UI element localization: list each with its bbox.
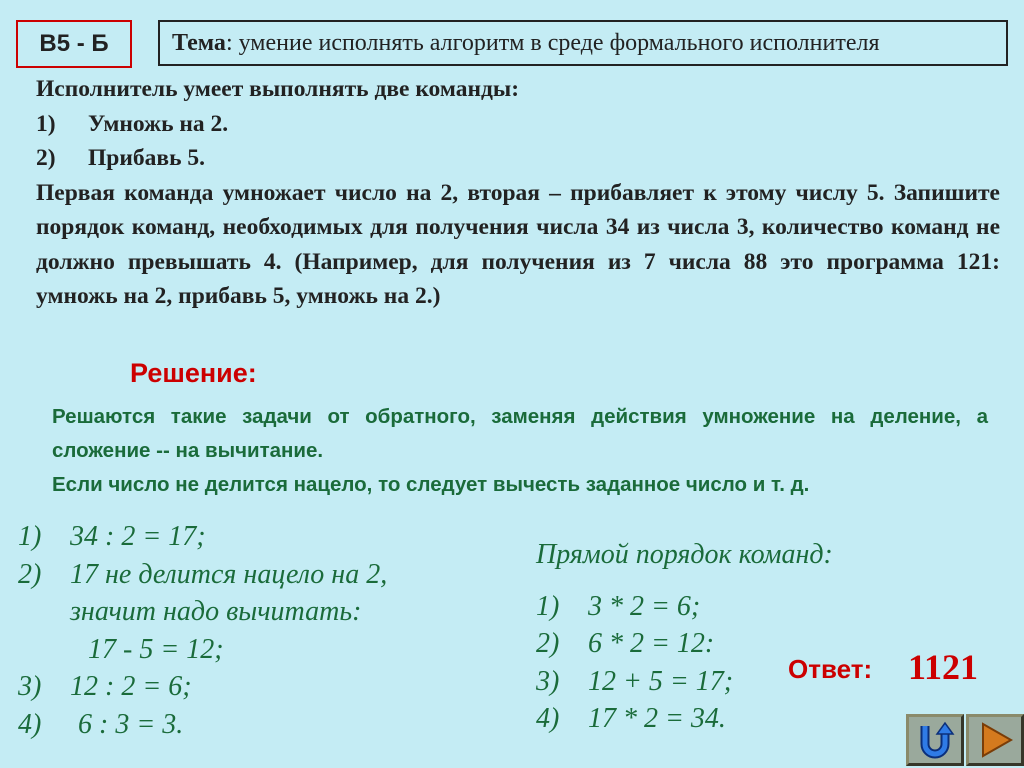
reverse-steps-list bbox=[18, 518, 508, 743]
command-item bbox=[36, 141, 1000, 176]
topic-label: Тема bbox=[172, 29, 226, 56]
step-text: 17 * 2 = 34. bbox=[588, 703, 726, 734]
step-item bbox=[536, 588, 916, 626]
step-item bbox=[18, 668, 508, 706]
step-text: 6 * 2 = 12: bbox=[588, 628, 715, 659]
topic-text: : умение исполнять алгоритм в среде формального исполнителя bbox=[225, 29, 880, 56]
step-number: 3) bbox=[536, 665, 560, 697]
u-turn-icon bbox=[915, 720, 955, 760]
step-item bbox=[18, 631, 508, 669]
problem-statement bbox=[36, 72, 1000, 314]
step-number: 3) bbox=[18, 671, 42, 702]
problem-intro: Исполнитель умеет выполнять две команды: bbox=[36, 76, 520, 102]
step-number: 1) bbox=[18, 521, 42, 552]
command-number: 1) bbox=[36, 110, 56, 137]
step-text: 3 * 2 = 6; bbox=[588, 590, 701, 622]
step-text: 6 : 3 = 3. bbox=[78, 708, 184, 740]
direct-order-title: Прямой порядок команд: bbox=[536, 539, 833, 570]
command-item bbox=[36, 107, 1000, 142]
step-text: 12 + 5 = 17; bbox=[588, 665, 734, 697]
answer-value: 1121 bbox=[908, 647, 979, 687]
slide-badge: В5 - Б bbox=[16, 20, 132, 68]
method-line: Решаются такие задачи от обратного, заменяя действия умножение на деление, а сложение -- на вычитание. bbox=[52, 405, 988, 462]
command-number: 2) bbox=[36, 145, 56, 171]
step-item bbox=[18, 556, 508, 594]
problem-description: Первая команда умножает число на 2, вторая – прибавляет к этому числу 5. Запишите порядок команд, необходимых для получения числа 34 из числа 3, количество команд не должно превышать 4. (Например, для получения из 7 числа 88 это программа 121: умножь на 2, прибавь 5, умножь на 2.) bbox=[36, 179, 1000, 309]
step-text: 17 - 5 = 12; bbox=[88, 633, 224, 665]
direct-order-list bbox=[536, 536, 916, 738]
step-text: 12 : 2 = 6; bbox=[70, 671, 192, 702]
step-item bbox=[18, 518, 508, 556]
command-text: Умножь на 2. bbox=[88, 110, 229, 137]
return-button[interactable] bbox=[906, 714, 964, 766]
solution-method bbox=[52, 400, 988, 502]
solution-title: Решение: bbox=[130, 358, 257, 388]
play-right-icon bbox=[975, 720, 1015, 760]
step-number: 4) bbox=[536, 703, 560, 734]
step-number: 2) bbox=[18, 558, 42, 590]
step-number: 2) bbox=[536, 628, 560, 659]
step-text: 17 не делится нацело на 2, bbox=[70, 558, 388, 590]
command-text: Прибавь 5. bbox=[88, 145, 206, 171]
step-item bbox=[536, 700, 916, 738]
topic-box bbox=[158, 20, 1008, 66]
step-number: 4) bbox=[18, 708, 42, 740]
step-item bbox=[18, 706, 508, 744]
method-line: Если число не делится нацело, то следует вычесть заданное число и т. д. bbox=[52, 473, 810, 496]
step-number: 1) bbox=[536, 590, 560, 622]
next-button[interactable] bbox=[966, 714, 1024, 766]
step-item bbox=[18, 593, 508, 631]
step-text: 34 : 2 = 17; bbox=[70, 521, 206, 552]
answer-label: Ответ: bbox=[788, 654, 873, 684]
step-text: значит надо вычитать: bbox=[70, 596, 362, 627]
